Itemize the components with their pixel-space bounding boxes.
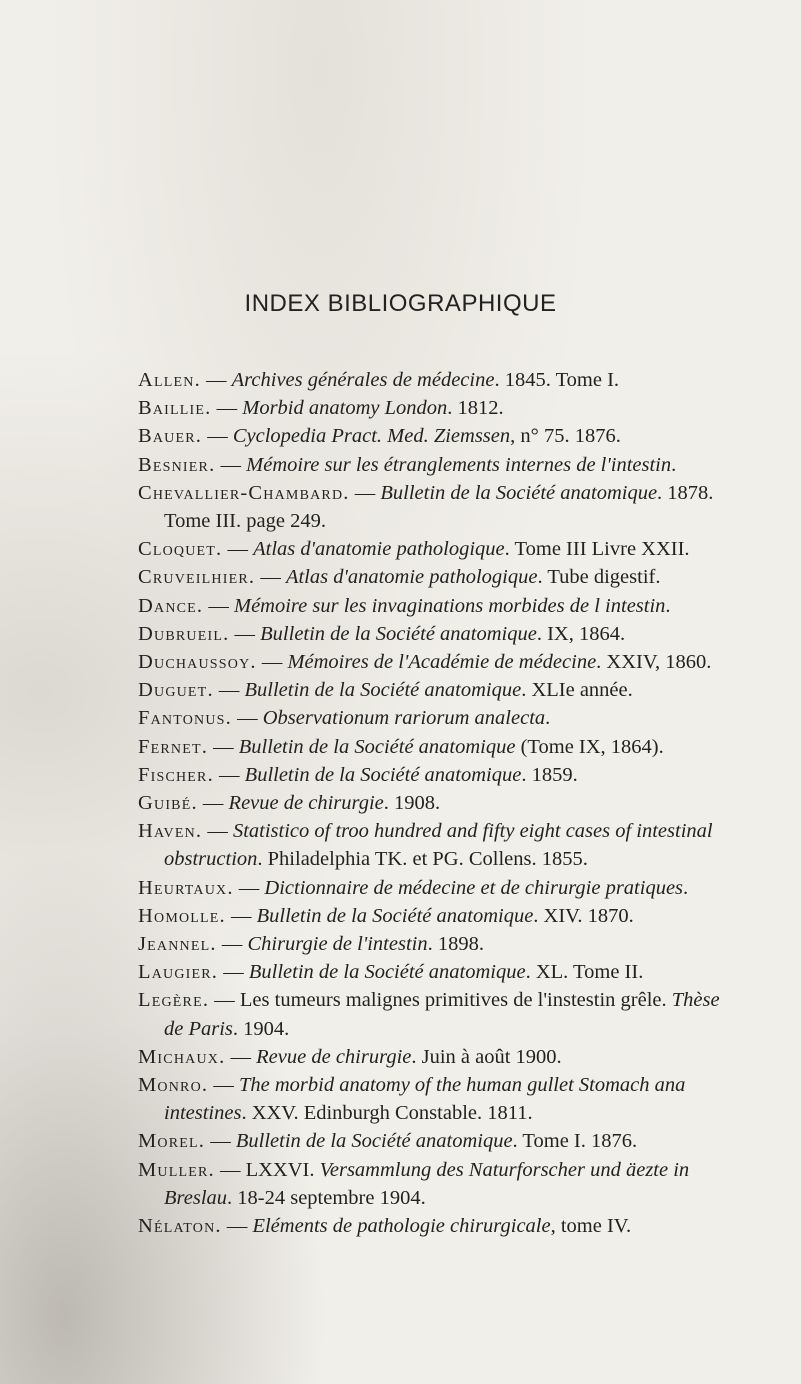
list-item	[138, 761, 778, 789]
entry-author: Chevallier-Chambard.	[138, 481, 350, 504]
entry-details: LXXVI.	[245, 1158, 320, 1181]
entry-separator: —	[225, 904, 257, 927]
entry-separator: —	[208, 735, 239, 758]
entry-work: Morbid anatomy London	[242, 397, 448, 420]
entry-separator: —	[216, 933, 248, 956]
entry-details: (Tome IX, 1864).	[515, 735, 664, 758]
entry-details: . XIV. 1870.	[533, 904, 634, 927]
list-item	[138, 902, 778, 930]
entry-details: . 1859.	[521, 763, 578, 786]
entry-work: Bulletin de la Société anatomique	[248, 961, 526, 984]
entry-work: Eléments de pathologie chirurgicale	[252, 1215, 551, 1238]
entry-separator: —	[208, 1074, 239, 1097]
list-item	[138, 394, 778, 422]
entry-details: . Tube digestif.	[537, 566, 661, 589]
entry-continuation	[138, 1015, 778, 1043]
entry-author: Allen.	[138, 369, 201, 391]
entry-work: Bulletin de la Société anatomique	[235, 1130, 513, 1153]
list-item	[138, 620, 778, 648]
entry-details: , n° 75. 1876.	[510, 425, 621, 448]
entry-separator: —	[218, 961, 249, 984]
entry-author: Legère.	[138, 989, 210, 1012]
list-item	[138, 563, 778, 591]
entry-separator: —	[213, 679, 245, 702]
entry-work: Archives générales de médecine	[231, 369, 495, 391]
entry-details: . IX, 1864.	[536, 622, 626, 645]
entry-separator: —	[225, 1045, 257, 1068]
entry-details: .	[671, 453, 677, 476]
entry-separator: —	[215, 453, 247, 476]
entry-details: . 1878.	[657, 481, 714, 504]
list-item	[138, 676, 778, 704]
list-item	[138, 958, 778, 986]
list-item	[138, 451, 778, 479]
entry-author: Fernet.	[138, 735, 209, 758]
entry-author: Fischer.	[138, 763, 214, 786]
entry-work: Bulletin de la Société anatomique	[260, 622, 537, 645]
entry-author: Cruveilhier.	[138, 566, 256, 589]
entry-separator: —	[197, 792, 229, 815]
entry-separator: —	[214, 1158, 246, 1181]
entry-author: Dance.	[138, 594, 204, 617]
entry-separator: —	[200, 369, 232, 391]
entry-details: . Tome I. 1876.	[512, 1130, 638, 1153]
entry-details: . XXIV, 1860.	[596, 651, 712, 674]
entry-author: Fantonus.	[138, 707, 232, 730]
list-item	[138, 733, 778, 761]
entry-author: Haven.	[138, 820, 203, 843]
list-item	[138, 535, 778, 563]
entry-author: Muller.	[138, 1158, 215, 1181]
list-item	[138, 648, 778, 676]
list-item	[138, 789, 778, 817]
entry-details: . 1908.	[383, 792, 441, 815]
entry-separator: —	[233, 876, 265, 899]
entry-work: Bulletin de la Société anatomique	[244, 679, 522, 702]
bibliography-list	[138, 366, 778, 1240]
list-item	[138, 874, 778, 902]
entry-work: Bulletin de la Société anatomique	[380, 481, 658, 504]
entry-separator: —	[221, 1215, 253, 1238]
entry-continuation-details: . 1904.	[232, 1017, 290, 1040]
entry-continuation-details: . XXV. Edinburgh Constable. 1811.	[241, 1102, 533, 1125]
entry-separator: —	[203, 594, 234, 617]
entry-author: Homolle.	[138, 904, 226, 927]
entry-work: Bulletin de la Société anatomique	[238, 735, 516, 758]
entry-author: Besnier.	[138, 453, 216, 476]
entry-work-secondary: Versammlung des Naturforscher und äezte in	[319, 1158, 690, 1181]
list-item	[138, 1212, 778, 1240]
entry-continuation: Tome III. page 249.	[164, 510, 326, 533]
entry-author: Monro.	[138, 1074, 209, 1097]
entry-continuation-work: intestines	[164, 1102, 242, 1125]
entry-work-secondary: Thèse	[671, 989, 720, 1012]
list-item	[138, 704, 778, 732]
entry-work: Statistico of troo hundred and fifty eight cases of intestinal	[232, 820, 713, 843]
page-title: INDEX BIBLIOGRAPHIQUE	[244, 290, 557, 317]
entry-details: . 1845. Tome I.	[494, 369, 620, 391]
entry-author: Michaux.	[138, 1045, 226, 1068]
entry-work: Mémoire sur les étranglements internes de l'intestin	[246, 453, 672, 476]
entry-author: Jeannel.	[138, 933, 217, 956]
entry-details: , tome IV.	[550, 1215, 632, 1238]
entry-separator: —	[202, 820, 233, 843]
entry-work: Mémoire sur les invaginations morbides de l intestin	[234, 594, 666, 617]
entry-separator: —	[229, 622, 261, 645]
entry-continuation	[138, 1184, 778, 1212]
entry-details: .	[545, 707, 551, 730]
entry-author: Baillie.	[138, 397, 212, 420]
entry-details: .	[665, 594, 671, 617]
entry-author: Cloquet.	[138, 538, 223, 561]
entry-work: Bulletin de la Société anatomique	[256, 904, 534, 927]
entry-details: . XL. Tome II.	[525, 961, 644, 984]
entry-author: Bauer.	[138, 425, 203, 448]
entry-details: . XLIe année.	[521, 679, 633, 702]
entry-work: Atlas d'anatomie pathologique	[253, 538, 505, 561]
entry-continuation	[138, 1099, 778, 1127]
entry-author: Duchaussoy.	[138, 651, 257, 674]
entry-author: Guibé.	[138, 792, 198, 815]
entry-separator: —	[231, 707, 263, 730]
entry-details: . Tome III Livre XXII.	[504, 538, 690, 561]
list-item	[138, 1127, 778, 1155]
entry-continuation	[138, 845, 778, 873]
entry-continuation-work: Breslau	[164, 1186, 228, 1209]
entry-separator: —	[255, 566, 286, 589]
entry-continuation-details: . 18-24 septembre 1904.	[227, 1186, 426, 1209]
entry-author: Heurtaux.	[138, 876, 234, 899]
entry-work: Revue de chirurgie	[256, 1045, 412, 1068]
list-item	[138, 930, 778, 958]
entry-details: . 1898.	[427, 933, 484, 956]
entry-separator: —	[205, 1130, 236, 1153]
entry-details: . 1812.	[447, 397, 504, 420]
list-item	[138, 592, 778, 620]
entry-work: The morbid anatomy of the human gullet Stomach ana	[238, 1074, 686, 1097]
list-item	[138, 986, 778, 1042]
entry-details: .	[683, 876, 689, 899]
list-item	[138, 479, 778, 535]
entry-author: Laugier.	[138, 961, 219, 984]
list-item	[138, 366, 778, 394]
entry-continuation-details: . Philadelphia TK. et PG. Collens. 1855.	[257, 848, 588, 871]
entry-continuation-work: de Paris	[164, 1017, 233, 1040]
list-item	[138, 422, 778, 450]
entry-author: Dubrueil.	[138, 622, 230, 645]
entry-continuation-work: obstruction	[164, 848, 258, 871]
entry-work: Dictionnaire de médecine et de chirurgie pratiques	[264, 876, 684, 899]
entry-details: Les tumeurs malignes primitives de l'instestin grêle.	[239, 989, 672, 1012]
entry-author: Duguet.	[138, 679, 214, 702]
entry-separator: —	[222, 538, 254, 561]
entry-work: Chirurgie de l'intestin	[247, 933, 428, 956]
list-item	[138, 1043, 778, 1071]
entry-separator: —	[213, 763, 245, 786]
entry-work: Revue de chirurgie	[228, 792, 384, 815]
list-item	[138, 1071, 778, 1127]
entry-details: . Juin à août 1900.	[411, 1045, 562, 1068]
entry-author: Morel.	[138, 1130, 206, 1153]
entry-separator: —	[256, 651, 288, 674]
entry-separator: —	[211, 397, 243, 420]
entry-separator: —	[209, 989, 240, 1012]
entry-separator: —	[349, 481, 381, 504]
entry-work: Observationum rariorum analecta	[262, 707, 546, 730]
entry-work: Mémoires de l'Académie de médecine	[287, 651, 597, 674]
list-item	[138, 817, 778, 873]
entry-work: Atlas d'anatomie pathologique	[285, 566, 538, 589]
entry-author: Nélaton.	[138, 1215, 222, 1238]
list-item	[138, 1156, 778, 1212]
entry-work: Cyclopedia Pract. Med. Ziemssen	[232, 425, 511, 448]
entry-work: Bulletin de la Société anatomique	[244, 763, 522, 786]
entry-separator: —	[202, 425, 233, 448]
